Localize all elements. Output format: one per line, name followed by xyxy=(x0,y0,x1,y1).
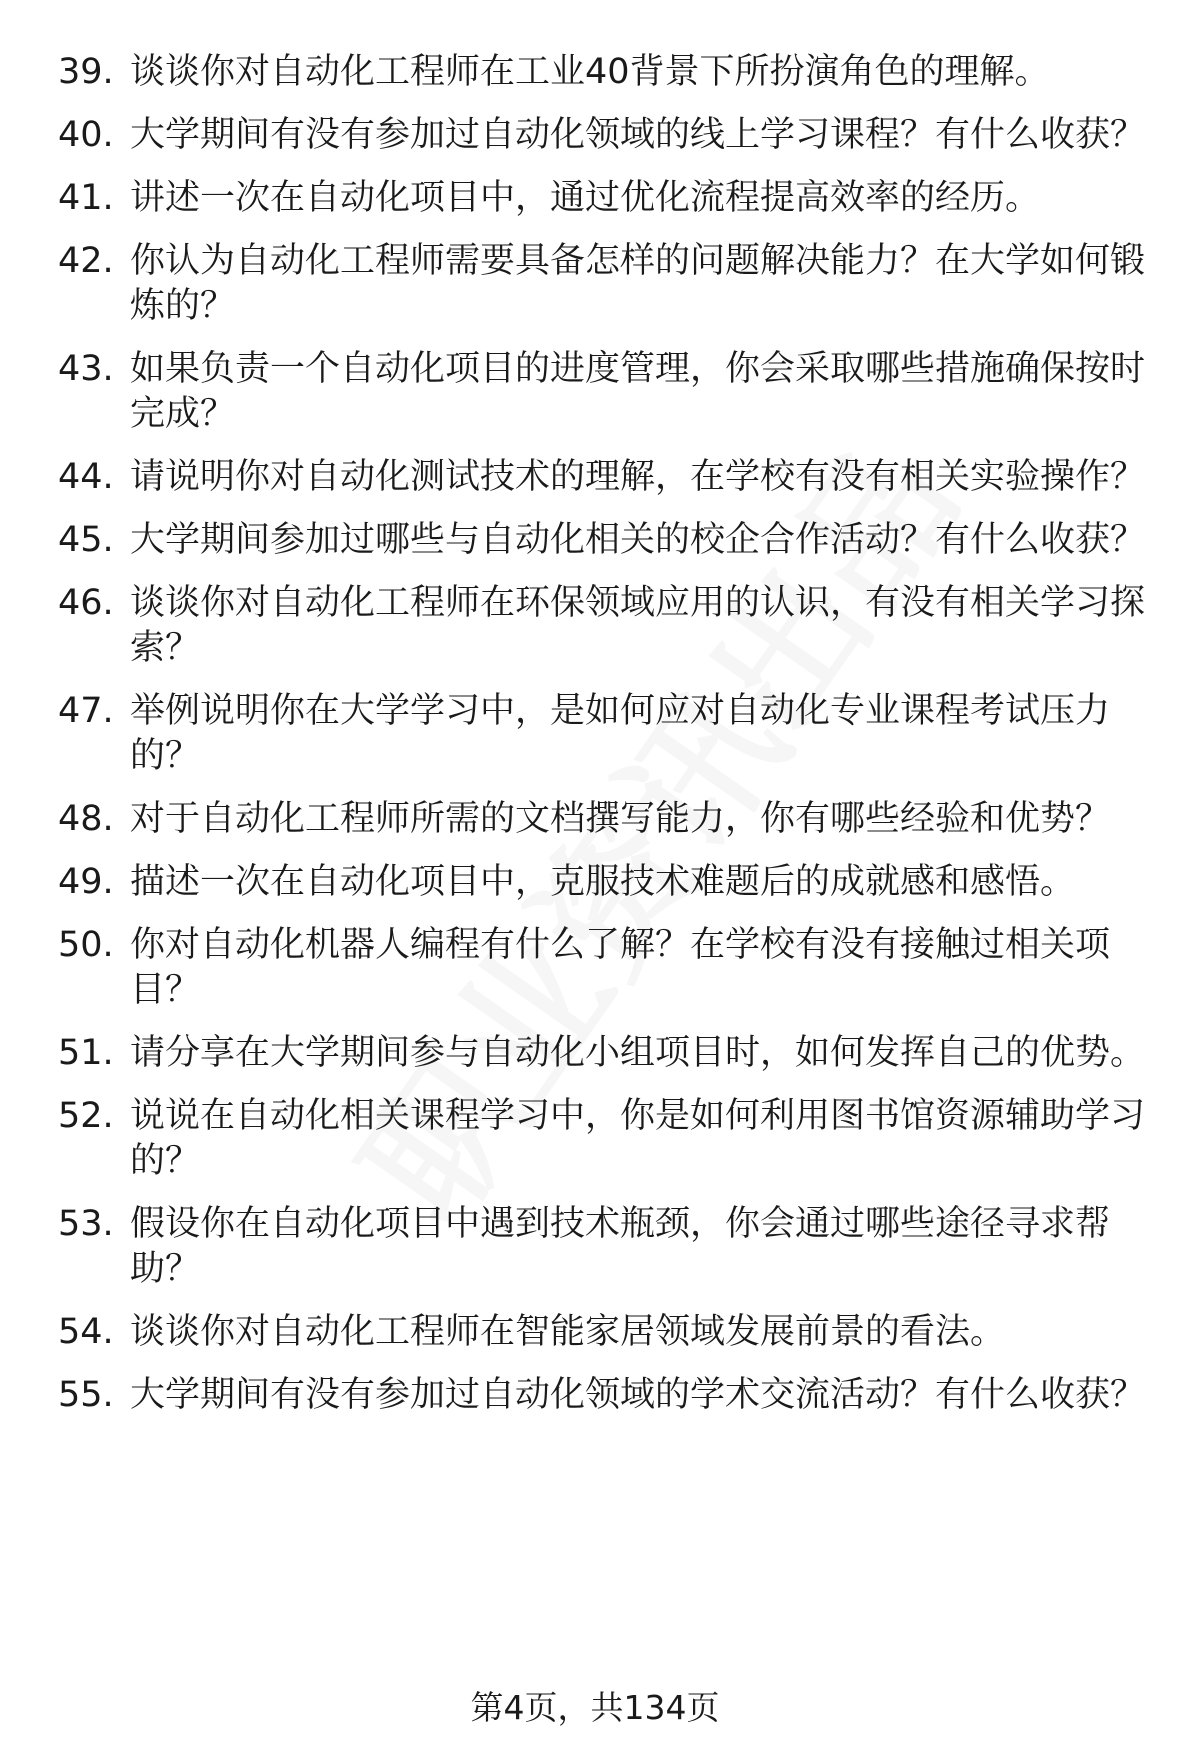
question-item xyxy=(58,1373,1158,1418)
question-text: 如果负责一个自动化项目的进度管理，你会采取哪些措施确保按时完成？ xyxy=(130,349,1146,434)
question-number: 53. xyxy=(58,1204,114,1244)
question-item xyxy=(58,50,1158,95)
question-item xyxy=(58,797,1158,842)
question-text: 大学期间有没有参加过自动化领域的线上学习课程？有什么收获？ xyxy=(130,115,1146,155)
question-item xyxy=(58,239,1158,329)
question-number: 49. xyxy=(58,862,114,902)
question-item xyxy=(58,455,1158,500)
question-item xyxy=(58,1202,1158,1292)
question-item xyxy=(58,113,1158,158)
question-number: 52. xyxy=(58,1096,114,1136)
question-number: 51. xyxy=(58,1033,114,1073)
question-text: 大学期间参加过哪些与自动化相关的校企合作活动？有什么收获？ xyxy=(130,520,1146,560)
question-number: 47. xyxy=(58,691,114,731)
question-text: 讲述一次在自动化项目中，通过优化流程提高效率的经历。 xyxy=(130,178,1041,218)
question-number: 41. xyxy=(58,178,114,218)
question-number: 40. xyxy=(58,115,114,155)
question-item xyxy=(58,347,1158,437)
question-list xyxy=(58,50,1158,1436)
question-number: 43. xyxy=(58,349,114,389)
question-text: 谈谈你对自动化工程师在环保领域应用的认识，有没有相关学习探索？ xyxy=(130,583,1146,668)
question-item xyxy=(58,1094,1158,1184)
question-text: 举例说明你在大学学习中，是如何应对自动化专业课程考试压力的？ xyxy=(130,691,1111,776)
question-text: 谈谈你对自动化工程师在工业40背景下所扮演角色的理解。 xyxy=(130,52,1050,92)
question-item xyxy=(58,923,1158,1013)
question-number: 48. xyxy=(58,799,114,839)
question-item xyxy=(58,176,1158,221)
question-number: 54. xyxy=(58,1312,114,1352)
question-text: 说说在自动化相关课程学习中，你是如何利用图书馆资源辅助学习的？ xyxy=(130,1096,1146,1181)
question-number: 46. xyxy=(58,583,114,623)
question-text: 请说明你对自动化测试技术的理解，在学校有没有相关实验操作？ xyxy=(130,457,1146,497)
question-number: 44. xyxy=(58,457,114,497)
question-text: 大学期间有没有参加过自动化领域的学术交流活动？有什么收获？ xyxy=(130,1375,1146,1415)
question-text: 谈谈你对自动化工程师在智能家居领域发展前景的看法。 xyxy=(130,1312,1006,1352)
question-text: 对于自动化工程师所需的文档撰写能力，你有哪些经验和优势？ xyxy=(130,799,1111,839)
question-text: 假设你在自动化项目中遇到技术瓶颈，你会通过哪些途径寻求帮助？ xyxy=(130,1204,1111,1289)
page-footer: 第4页，共134页 xyxy=(470,1688,720,1727)
question-text: 你对自动化机器人编程有什么了解？在学校有没有接触过相关项目？ xyxy=(130,925,1111,1010)
question-item xyxy=(58,1031,1158,1076)
question-item xyxy=(58,1310,1158,1355)
question-item xyxy=(58,689,1158,779)
question-item xyxy=(58,860,1158,905)
question-item xyxy=(58,518,1158,563)
question-number: 45. xyxy=(58,520,114,560)
question-number: 39. xyxy=(58,52,114,92)
question-text: 描述一次在自动化项目中，克服技术难题后的成就感和感悟。 xyxy=(130,862,1076,902)
question-number: 55. xyxy=(58,1375,114,1415)
question-item xyxy=(58,581,1158,671)
question-number: 50. xyxy=(58,925,114,965)
question-text: 你认为自动化工程师需要具备怎样的问题解决能力？在大学如何锻炼的？ xyxy=(130,241,1146,326)
question-number: 42. xyxy=(58,241,114,281)
question-text: 请分享在大学期间参与自动化小组项目时，如何发挥自己的优势。 xyxy=(130,1033,1146,1073)
